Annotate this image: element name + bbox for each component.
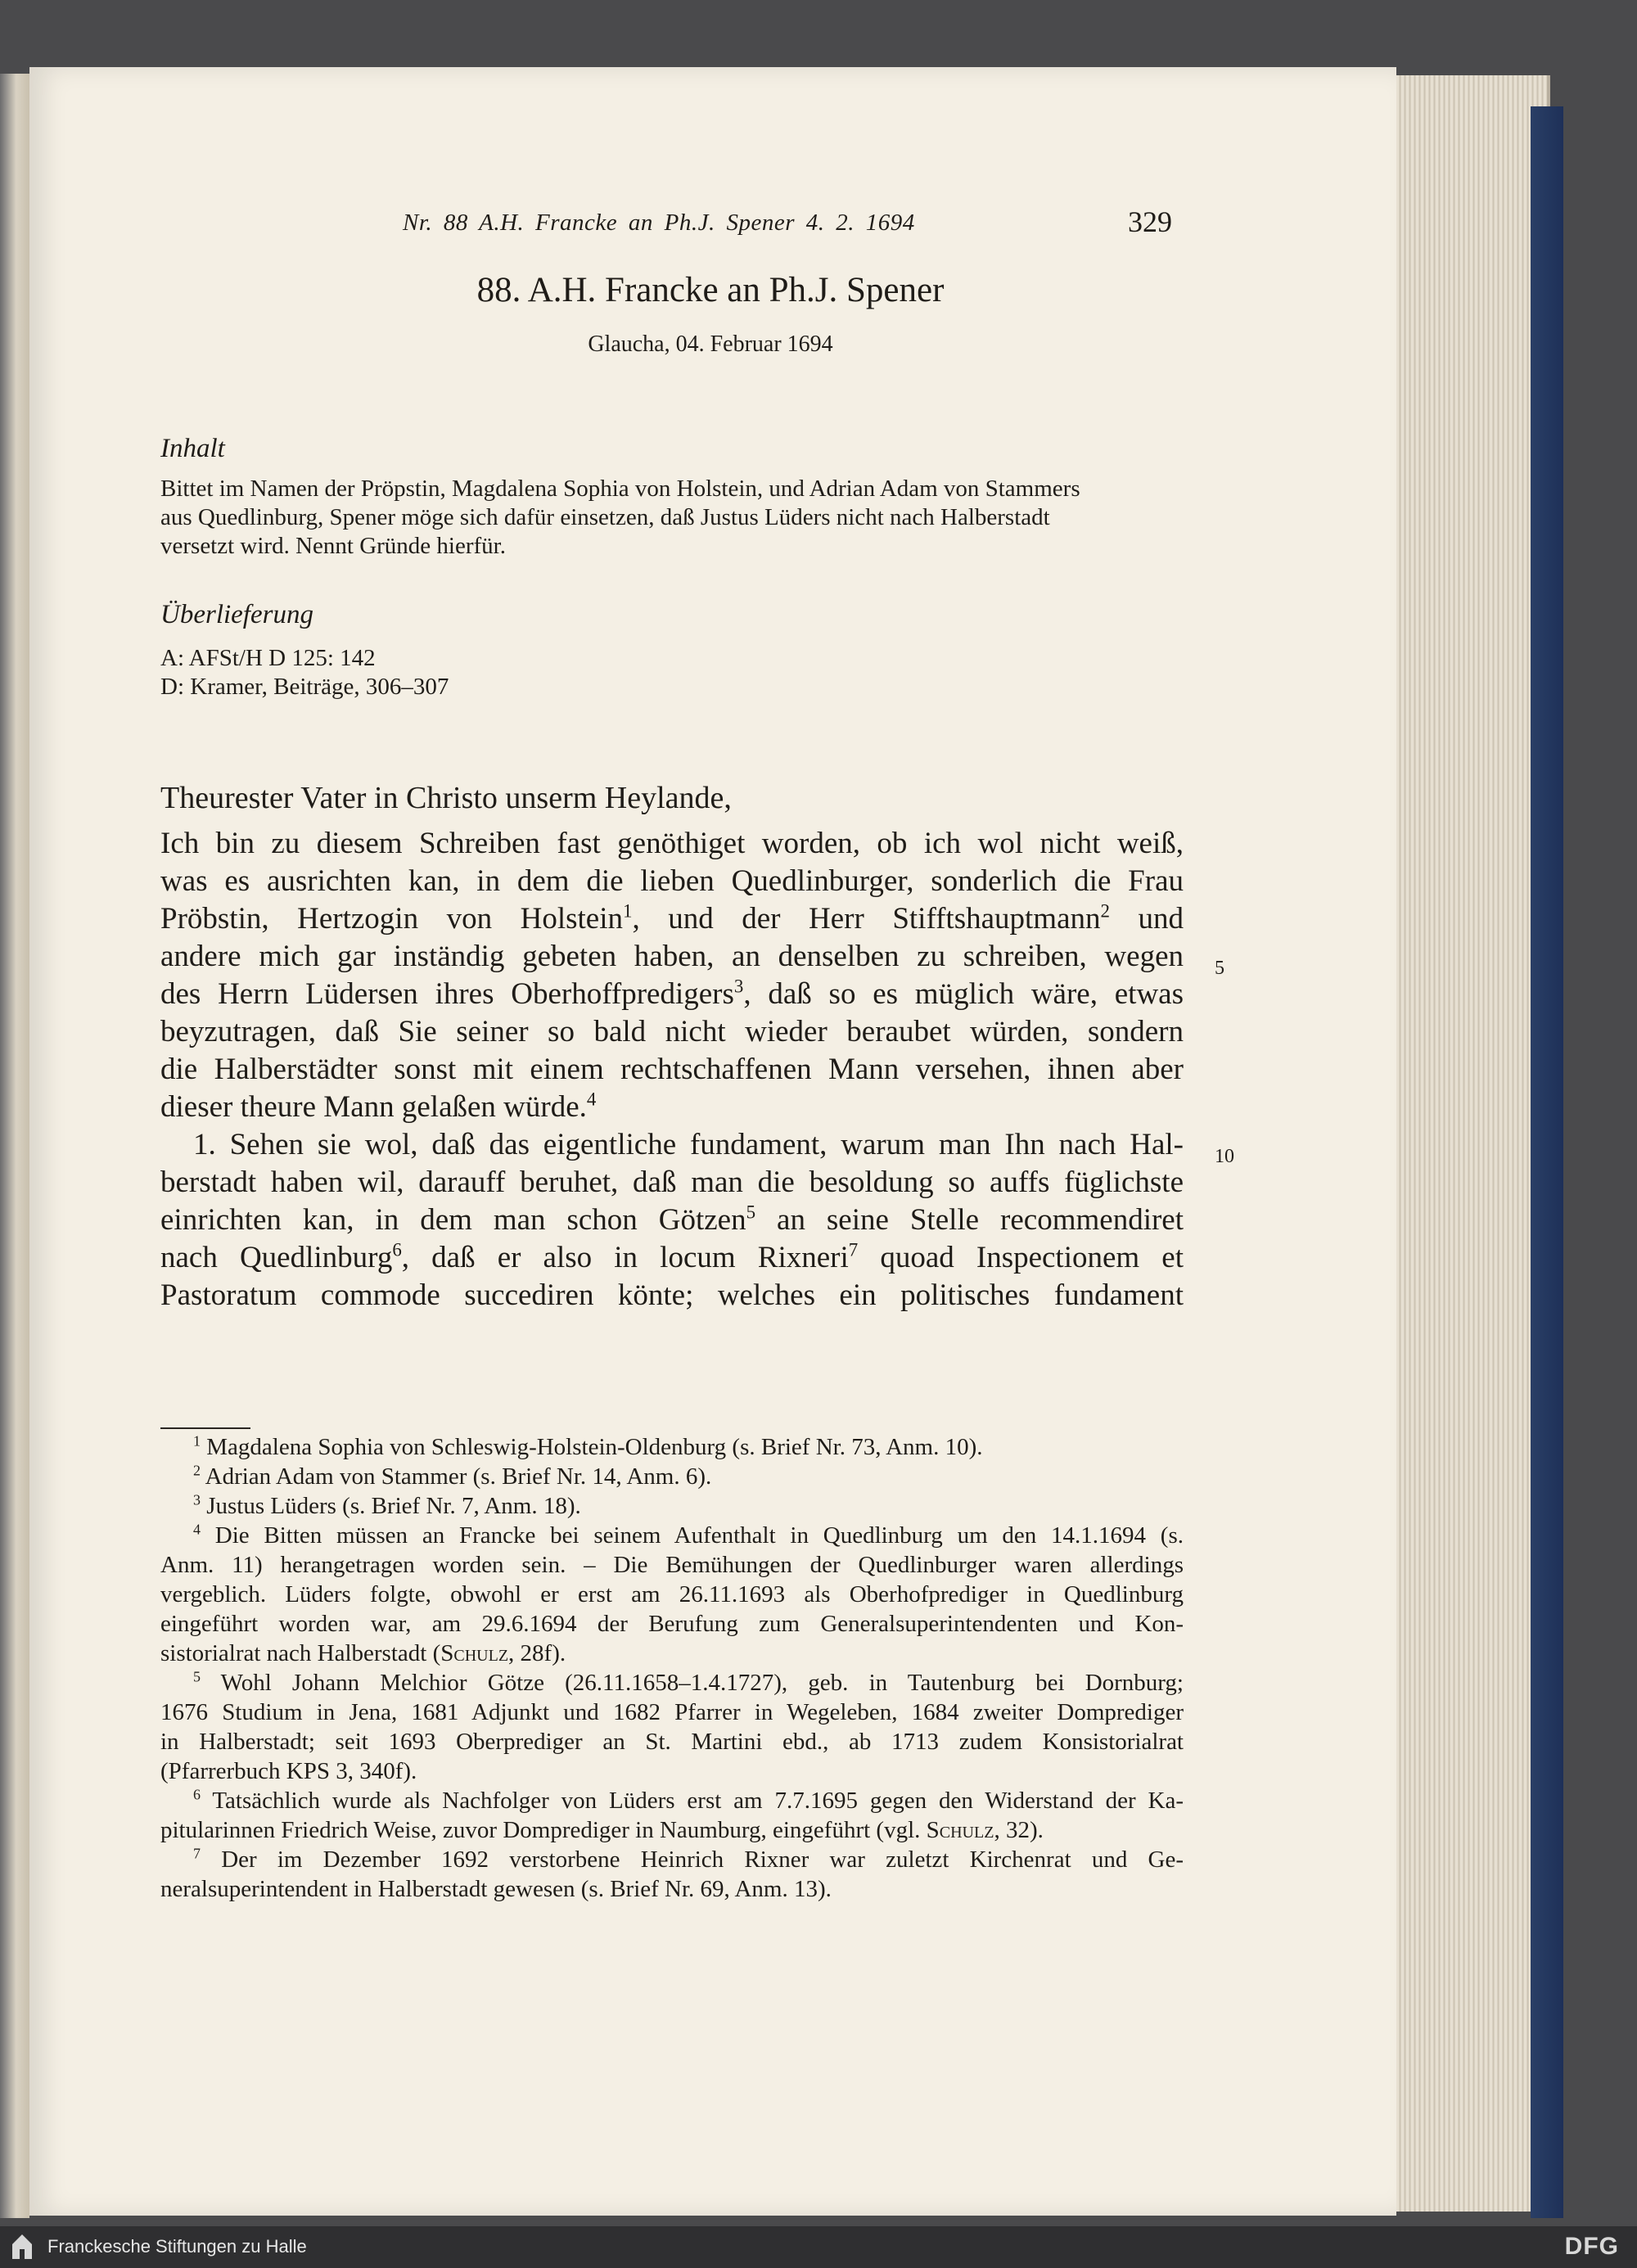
footnote-line: (Pfarrerbuch KPS 3, 340f). bbox=[160, 1758, 417, 1784]
footnote-number: 2 bbox=[193, 1462, 201, 1479]
viewer-footer bbox=[0, 2226, 1637, 2268]
body-text: , daß er also in locum Rixneri bbox=[401, 1241, 849, 1274]
body-line: beyzutragen, daß Sie seiner so bald nicht wieder beraubet würden, sondern bbox=[160, 1015, 1184, 1048]
footnote-number: 5 bbox=[193, 1668, 201, 1685]
footnote-mark[interactable]: 7 bbox=[848, 1239, 859, 1260]
footnote-text: Justus Lüders (s. Brief Nr. 7, Anm. 18). bbox=[206, 1493, 581, 1519]
page-stack-edge bbox=[1391, 75, 1550, 2212]
institution-name: Franckesche Stiftungen zu Halle bbox=[47, 2236, 307, 2257]
body-text: einrichten kan, in dem man schon Götzen bbox=[160, 1203, 746, 1237]
footnote-number: 6 bbox=[193, 1786, 201, 1803]
footnote-text: Der im Dezember 1692 verstorbene Heinrich Rixner war zuletzt Kirchenrat und Ge- bbox=[221, 1846, 1184, 1873]
footnote-text: Magdalena Sophia von Schleswig-Holstein-Oldenburg (s. Brief Nr. 73, Anm. 10). bbox=[206, 1434, 983, 1460]
body-text: dieser theure Mann gelaßen würde. bbox=[160, 1090, 587, 1124]
body-text: an seine Stelle recommendiret bbox=[755, 1203, 1184, 1237]
footnote-text: sistorialrat nach Halberstadt ( bbox=[160, 1640, 441, 1666]
summary-line: Bittet im Namen der Pröpstin, Magdalena Sophia von Holstein, und Adrian Adam von Stammers bbox=[160, 476, 1080, 502]
footnote-mark[interactable]: 2 bbox=[1100, 900, 1110, 922]
page-number: 329 bbox=[1128, 205, 1172, 238]
foundation-logo-icon bbox=[10, 2233, 34, 2262]
body-text: , daß so es müglich wäre, etwas bbox=[743, 977, 1184, 1011]
book-cover-edge bbox=[1531, 106, 1563, 2218]
line-number-10: 10 bbox=[1215, 1146, 1234, 1167]
letter-title-row bbox=[0, 270, 1637, 310]
dateline: Glaucha, 04. Februar 1694 bbox=[588, 331, 833, 357]
dfg-logo: DFG bbox=[1564, 2233, 1619, 2260]
footnote-7 bbox=[160, 1845, 1184, 1874]
footnote-line: neralsuperintendent in Halberstadt gewesen (s. Brief Nr. 69, Anm. 13). bbox=[160, 1876, 832, 1902]
body-text: Pröbstin, Hertzogin von Holstein bbox=[160, 902, 623, 936]
footnote-text: Die Bitten müssen an Francke bei seinem Aufenthalt in Quedlinburg um den 14.1.1694 (s. bbox=[214, 1522, 1184, 1549]
body-line bbox=[160, 1202, 1184, 1239]
footnote-mark[interactable]: 6 bbox=[392, 1239, 402, 1260]
footnote-mark[interactable]: 3 bbox=[733, 976, 744, 997]
line-number-5: 5 bbox=[1215, 958, 1224, 979]
body-line: was es ausrichten kan, in dem die lieben Quedlinburger, sonderlich die Frau bbox=[160, 864, 1184, 898]
ueberlieferung-heading: Überlieferung bbox=[160, 600, 313, 629]
dateline-row bbox=[0, 331, 1637, 358]
footnote-mark[interactable]: 5 bbox=[746, 1202, 756, 1223]
footnote-number: 7 bbox=[193, 1845, 201, 1862]
footnote-line bbox=[160, 1815, 1184, 1845]
footnote-mark[interactable]: 1 bbox=[623, 900, 633, 922]
body-line: berstadt haben wil, darauff beruhet, daß man die besoldung so auffs füglichste bbox=[160, 1166, 1184, 1199]
footnote-line: 1676 Studium in Jena, 1681 Adjunkt und 1682 Pfarrer in Wegeleben, 1684 zweiter Domprediger bbox=[160, 1699, 1184, 1725]
body-text: nach Quedlinburg bbox=[160, 1241, 393, 1274]
body-line: die Halberstädter sonst mit einem rechtschaffenen Mann versehen, ihnen aber bbox=[160, 1053, 1184, 1086]
letter-title: 88. A.H. Francke an Ph.J. Spener bbox=[476, 271, 945, 309]
footnote-text: Tatsächlich wurde als Nachfolger von Lüders erst am 7.7.1695 gegen den Widerstand der Ka- bbox=[212, 1788, 1184, 1814]
salutation: Theurester Vater in Christo unserm Heylande, bbox=[160, 781, 732, 815]
footnote-line: in Halberstadt; seit 1693 Oberprediger an St. Martini ebd., ab 1713 zudem Konsistorialrat bbox=[160, 1729, 1184, 1755]
body-line: Pastoratum commode succediren könte; welches ein politisches fundament bbox=[160, 1278, 1184, 1312]
footnote-text: pitularinnen Friedrich Weise, zuvor Domprediger in Naumburg, eingeführt (vgl. bbox=[160, 1817, 927, 1843]
body-line: andere mich gar inständig gebeten haben, an denselben zu schreiben, wegen bbox=[160, 940, 1184, 973]
author-name: Schulz bbox=[926, 1817, 994, 1843]
footnote-4 bbox=[160, 1521, 1184, 1550]
footnote-divider bbox=[160, 1427, 250, 1429]
summary-line: aus Quedlinburg, Spener möge sich dafür einsetzen, daß Justus Lüders nicht nach Halberstadt bbox=[160, 504, 1050, 530]
summary bbox=[160, 475, 1184, 561]
summary-line: versetzt wird. Nennt Gründe hierfür. bbox=[160, 533, 506, 559]
footnote-text: Adrian Adam von Stammer (s. Brief Nr. 14, Anm. 6). bbox=[205, 1463, 712, 1490]
footnote-3 bbox=[160, 1491, 1184, 1521]
body-line bbox=[160, 1239, 1184, 1277]
footnote-1 bbox=[160, 1432, 1184, 1462]
footnote-number: 4 bbox=[193, 1521, 201, 1538]
footnote-line: Anm. 11) herangetragen worden sein. – Die Bemühungen der Quedlinburger waren allerdings bbox=[160, 1552, 1184, 1578]
letter-body bbox=[160, 825, 1184, 1314]
body-text: quoad Inspectionem et bbox=[858, 1241, 1184, 1274]
author-name: Schulz bbox=[440, 1640, 509, 1666]
body-text: und bbox=[1109, 902, 1184, 936]
footnote-line bbox=[160, 1639, 1184, 1668]
body-text: , und der Herr Stifftshauptmann bbox=[632, 902, 1101, 936]
footnote-6 bbox=[160, 1786, 1184, 1815]
footnote-line: eingeführt worden war, am 29.6.1694 der Berufung zum Generalsuperintendenten und Kon- bbox=[160, 1611, 1184, 1637]
tradition bbox=[160, 644, 1184, 701]
body-line: 1. Sehen sie wol, daß das eigentliche fundament, warum man Ihn nach Hal- bbox=[193, 1128, 1184, 1161]
footnote-text: Wohl Johann Melchior Götze (26.11.1658–1.4.1727), geb. in Tautenburg bei Dornburg; bbox=[220, 1670, 1184, 1696]
footnote-2 bbox=[160, 1462, 1184, 1491]
body-text: des Herrn Lüdersen ihres Oberhoffpredigers bbox=[160, 977, 734, 1011]
footnote-number: 3 bbox=[193, 1491, 201, 1508]
footnotes bbox=[160, 1432, 1184, 1904]
tradition-line: D: Kramer, Beiträge, 306–307 bbox=[160, 674, 449, 700]
footnote-mark[interactable]: 4 bbox=[586, 1089, 597, 1110]
body-line: Ich bin zu diesem Schreiben fast genöthiget worden, ob ich wol nicht weiß, bbox=[160, 827, 1184, 860]
footnote-text: , 32). bbox=[994, 1817, 1044, 1843]
footnote-line: vergeblich. Lüders folgte, obwohl er erst am 26.11.1693 als Oberhofprediger in Quedlinburg bbox=[160, 1581, 1184, 1607]
left-page-edge bbox=[0, 74, 29, 2218]
footnote-5 bbox=[160, 1668, 1184, 1698]
body-line bbox=[160, 900, 1184, 938]
tradition-line: A: AFSt/H D 125: 142 bbox=[160, 645, 376, 671]
footnote-number: 1 bbox=[193, 1432, 201, 1450]
inhalt-heading: Inhalt bbox=[160, 434, 225, 463]
footnote-text: , 28f). bbox=[508, 1640, 566, 1666]
running-head: Nr. 88 A.H. Francke an Ph.J. Spener 4. 2. 1694 bbox=[403, 210, 915, 236]
body-line bbox=[160, 1089, 1184, 1126]
body-line bbox=[160, 976, 1184, 1013]
